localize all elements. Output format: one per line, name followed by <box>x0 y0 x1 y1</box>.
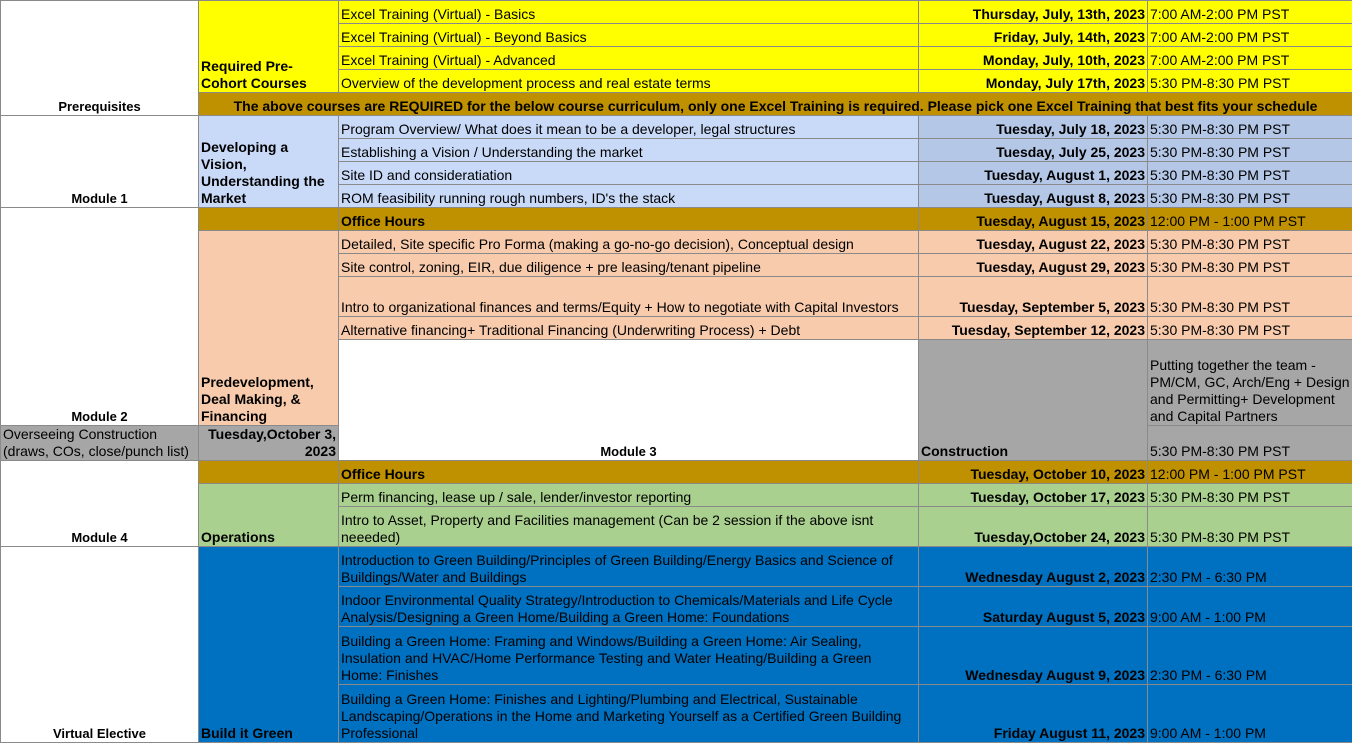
section-developing-vision[interactable]: Developing a Vision, Understanding the Market <box>199 116 339 208</box>
date-cell[interactable]: Tuesday, September 12, 2023 <box>919 317 1148 340</box>
time-cell[interactable]: 5:30 PM-8:30 PM PST <box>1148 139 1352 162</box>
module-label-1[interactable]: Module 1 <box>1 116 199 208</box>
date-cell[interactable]: Tuesday,October 24, 2023 <box>919 507 1148 547</box>
date-cell[interactable]: Wednesday August 2, 2023 <box>919 547 1148 587</box>
course-cell[interactable]: Overview of the development process and real estate terms <box>339 70 919 93</box>
date-cell[interactable]: Tuesday, October 17, 2023 <box>919 484 1148 507</box>
office-hours-cell[interactable]: Office Hours <box>339 208 919 231</box>
section-operations[interactable]: Operations <box>199 484 339 547</box>
time-cell[interactable]: 5:30 PM-8:30 PM PST <box>1148 426 1352 461</box>
date-cell[interactable]: Tuesday, August 29, 2023 <box>919 254 1148 277</box>
section-required-courses[interactable]: Required Pre-Cohort Courses <box>199 1 339 93</box>
time-cell[interactable]: 7:00 AM-2:00 PM PST <box>1148 47 1352 70</box>
course-cell[interactable]: Intro to organizational finances and terms/Equity + How to negotiate with Capital Investors <box>339 277 919 317</box>
time-cell[interactable]: 5:30 PM-8:30 PM PST <box>1148 231 1352 254</box>
module-label-2[interactable]: Module 2 <box>1 208 199 426</box>
course-cell[interactable]: Building a Green Home: Framing and Windows/Building a Green Home: Air Sealing, Insulation and HVAC/Home Performance Testing and Water Heating/Building a Green Home: Finishes <box>339 627 919 685</box>
course-cell[interactable]: Building a Green Home: Finishes and Lighting/Plumbing and Electrical, Sustainable Landscaping/Operations in the Home and Marketing Yourself as a Certified Green Building Professional <box>339 685 919 743</box>
time-cell[interactable]: 9:00 AM - 1:00 PM <box>1148 685 1352 743</box>
date-cell[interactable]: Tuesday, July 18, 2023 <box>919 116 1148 139</box>
office-hours-cell[interactable]: Office Hours <box>339 461 919 484</box>
required-notice[interactable]: The above courses are REQUIRED for the below course curriculum, only one Excel Training is required. Please pick one Excel Training that best fits your schedule <box>199 93 1352 116</box>
time-cell[interactable]: 2:30 PM - 6:30 PM <box>1148 547 1352 587</box>
date-cell[interactable]: Thursday, July, 13th, 2023 <box>919 1 1148 24</box>
date-cell[interactable]: Tuesday, September 5, 2023 <box>919 277 1148 317</box>
date-cell[interactable]: Friday, July, 14th, 2023 <box>919 24 1148 47</box>
time-cell[interactable]: 12:00 PM - 1:00 PM PST <box>1148 461 1352 484</box>
course-cell[interactable]: Perm financing, lease up / sale, lender/investor reporting <box>339 484 919 507</box>
time-cell[interactable]: 7:00 AM-2:00 PM PST <box>1148 24 1352 47</box>
course-cell[interactable]: Putting together the team - PM/CM, GC, Arch/Eng + Design and Permitting+ Development and Capital Partners <box>1148 340 1352 426</box>
section-predevelopment[interactable]: Predevelopment, Deal Making, & Financing <box>199 231 339 426</box>
course-cell[interactable]: Intro to Asset, Property and Facilities management (Can be 2 session if the above isnt neeeded) <box>339 507 919 547</box>
time-cell[interactable]: 12:00 PM - 1:00 PM PST <box>1148 208 1352 231</box>
course-cell[interactable]: ROM feasibility running rough numbers, ID's the stack <box>339 185 919 208</box>
module-label-virtual-elective[interactable]: Virtual Elective <box>1 547 199 743</box>
time-cell[interactable]: 5:30 PM-8:30 PM PST <box>1148 277 1352 317</box>
date-cell[interactable]: Friday August 11, 2023 <box>919 685 1148 743</box>
time-cell[interactable]: 9:00 AM - 1:00 PM <box>1148 587 1352 627</box>
time-cell[interactable]: 5:30 PM-8:30 PM PST <box>1148 116 1352 139</box>
course-cell[interactable]: Site control, zoning, EIR, due diligence + pre leasing/tenant pipeline <box>339 254 919 277</box>
course-cell[interactable]: Program Overview/ What does it mean to be a developer, legal structures <box>339 116 919 139</box>
date-cell[interactable]: Monday, July 17th, 2023 <box>919 70 1148 93</box>
module-label-4[interactable]: Module 4 <box>1 461 199 547</box>
course-cell[interactable]: Site ID and consideratiation <box>339 162 919 185</box>
date-cell[interactable]: Saturday August 5, 2023 <box>919 587 1148 627</box>
date-cell[interactable]: Tuesday, August 22, 2023 <box>919 231 1148 254</box>
course-cell[interactable]: Excel Training (Virtual) - Basics <box>339 1 919 24</box>
date-cell[interactable]: Tuesday, October 10, 2023 <box>919 461 1148 484</box>
time-cell[interactable]: 5:30 PM-8:30 PM PST <box>1148 317 1352 340</box>
course-cell[interactable]: Overseeing Construction (draws, COs, close/punch list) <box>1 426 199 461</box>
course-cell[interactable]: Excel Training (Virtual) - Beyond Basics <box>339 24 919 47</box>
course-cell[interactable]: Establishing a Vision / Understanding the market <box>339 139 919 162</box>
course-cell[interactable]: Alternative financing+ Traditional Financing (Underwriting Process) + Debt <box>339 317 919 340</box>
course-cell[interactable]: Detailed, Site specific Pro Forma (making a go-no-go decision), Conceptual design <box>339 231 919 254</box>
date-cell[interactable]: Tuesday, August 8, 2023 <box>919 185 1148 208</box>
time-cell[interactable]: 5:30 PM-8:30 PM PST <box>1148 507 1352 547</box>
date-cell[interactable]: Tuesday,October 3, 2023 <box>199 426 339 461</box>
course-cell[interactable]: Introduction to Green Building/Principles of Green Building/Energy Basics and Science of Buildings/Water and Buildings <box>339 547 919 587</box>
time-cell[interactable]: 5:30 PM-8:30 PM PST <box>1148 185 1352 208</box>
section-build-it-green[interactable]: Build it Green <box>199 547 339 743</box>
date-cell[interactable]: Tuesday, August 1, 2023 <box>919 162 1148 185</box>
date-cell[interactable]: Tuesday, July 25, 2023 <box>919 139 1148 162</box>
section-construction[interactable]: Construction <box>919 340 1148 461</box>
date-cell[interactable]: Tuesday, August 15, 2023 <box>919 208 1148 231</box>
date-cell[interactable]: Wednesday August 9, 2023 <box>919 627 1148 685</box>
date-cell[interactable]: Monday, July, 10th, 2023 <box>919 47 1148 70</box>
time-cell[interactable]: 5:30 PM-8:30 PM PST <box>1148 484 1352 507</box>
office-hours-spacer[interactable] <box>199 208 339 231</box>
time-cell[interactable]: 5:30 PM-8:30 PM PST <box>1148 254 1352 277</box>
time-cell[interactable]: 2:30 PM - 6:30 PM <box>1148 627 1352 685</box>
module-label-3[interactable]: Module 3 <box>339 340 919 461</box>
time-cell[interactable]: 7:00 AM-2:00 PM PST <box>1148 1 1352 24</box>
module-label-prerequisites[interactable]: Prerequisites <box>1 1 199 116</box>
office-hours-spacer[interactable] <box>199 461 339 484</box>
time-cell[interactable]: 5:30 PM-8:30 PM PST <box>1148 70 1352 93</box>
course-cell[interactable]: Indoor Environmental Quality Strategy/Introduction to Chemicals/Materials and Life Cycle Analysis/Designing a Green Home/Building a Green Home: Foundations <box>339 587 919 627</box>
course-cell[interactable]: Excel Training (Virtual) - Advanced <box>339 47 919 70</box>
time-cell[interactable]: 5:30 PM-8:30 PM PST <box>1148 162 1352 185</box>
